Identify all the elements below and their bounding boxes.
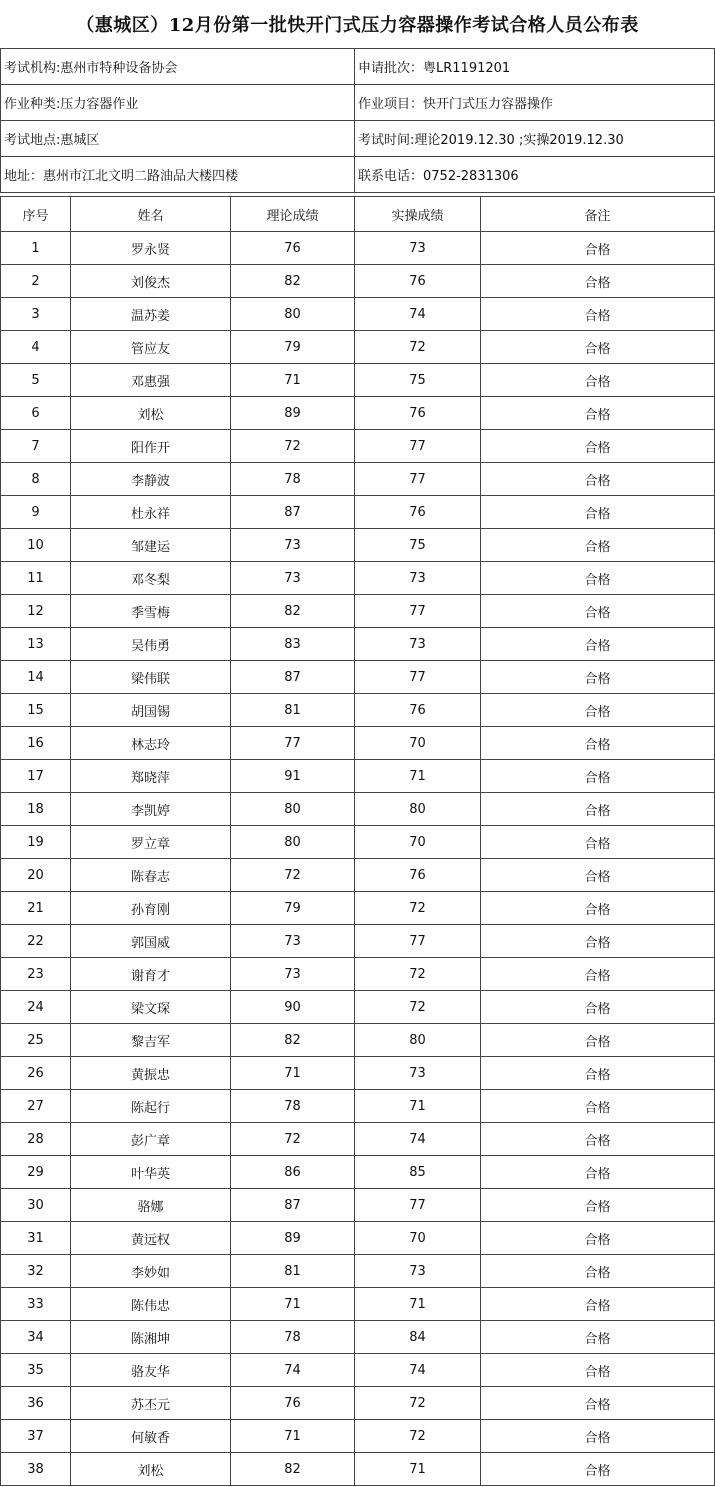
cell-remark: 合格 [481, 859, 715, 892]
table-row [1, 1156, 715, 1189]
cell-practical-score: 71 [355, 1453, 481, 1486]
cell-name: 黄振忠 [71, 1057, 231, 1090]
cell-index: 29 [1, 1156, 71, 1189]
cell-index: 4 [1, 331, 71, 364]
cell-name: 谢育才 [71, 958, 231, 991]
cell-remark: 合格 [481, 958, 715, 991]
cell-name: 梁伟联 [71, 661, 231, 694]
cell-practical-score: 77 [355, 1189, 481, 1222]
cell-practical-score: 73 [355, 232, 481, 265]
table-row [1, 760, 715, 793]
cell-theory-score: 83 [231, 628, 355, 661]
cell-remark: 合格 [481, 1156, 715, 1189]
cell-index: 7 [1, 430, 71, 463]
cell-remark: 合格 [481, 430, 715, 463]
cell-name: 罗立章 [71, 826, 231, 859]
cell-theory-score: 89 [231, 1222, 355, 1255]
cell-index: 34 [1, 1321, 71, 1354]
cell-remark: 合格 [481, 1354, 715, 1387]
table-row [1, 628, 715, 661]
cell-index: 15 [1, 694, 71, 727]
cell-theory-score: 87 [231, 1189, 355, 1222]
cell-name: 彭广章 [71, 1123, 231, 1156]
cell-index: 6 [1, 397, 71, 430]
table-row [1, 661, 715, 694]
cell-name: 郑晓萍 [71, 760, 231, 793]
cell-index: 30 [1, 1189, 71, 1222]
cell-index: 14 [1, 661, 71, 694]
cell-remark: 合格 [481, 562, 715, 595]
cell-index: 13 [1, 628, 71, 661]
cell-index: 3 [1, 298, 71, 331]
cell-practical-score: 72 [355, 1387, 481, 1420]
table-row [1, 529, 715, 562]
cell-name: 何敏香 [71, 1420, 231, 1453]
cell-practical-score: 80 [355, 1024, 481, 1057]
cell-remark: 合格 [481, 628, 715, 661]
cell-remark: 合格 [481, 1387, 715, 1420]
cell-name: 胡国锡 [71, 694, 231, 727]
cell-practical-score: 70 [355, 727, 481, 760]
table-row [1, 397, 715, 430]
cell-remark: 合格 [481, 826, 715, 859]
cell-index: 16 [1, 727, 71, 760]
cell-theory-score: 73 [231, 529, 355, 562]
cell-theory-score: 81 [231, 1255, 355, 1288]
cell-index: 10 [1, 529, 71, 562]
cell-name: 骆友华 [71, 1354, 231, 1387]
cell-name: 阳作开 [71, 430, 231, 463]
cell-theory-score: 80 [231, 826, 355, 859]
cell-remark: 合格 [481, 991, 715, 1024]
cell-theory-score: 71 [231, 1420, 355, 1453]
cell-theory-score: 73 [231, 925, 355, 958]
cell-remark: 合格 [481, 1123, 715, 1156]
cell-name: 陈伟忠 [71, 1288, 231, 1321]
cell-theory-score: 79 [231, 892, 355, 925]
table-row [1, 1255, 715, 1288]
cell-index: 37 [1, 1420, 71, 1453]
cell-theory-score: 78 [231, 1321, 355, 1354]
cell-remark: 合格 [481, 1024, 715, 1057]
table-row [1, 1453, 715, 1486]
cell-practical-score: 71 [355, 1288, 481, 1321]
cell-index: 32 [1, 1255, 71, 1288]
cell-practical-score: 84 [355, 1321, 481, 1354]
cell-remark: 合格 [481, 925, 715, 958]
cell-remark: 合格 [481, 463, 715, 496]
cell-name: 刘松 [71, 397, 231, 430]
cell-practical-score: 77 [355, 463, 481, 496]
cell-index: 5 [1, 364, 71, 397]
cell-practical-score: 71 [355, 760, 481, 793]
cell-theory-score: 76 [231, 1387, 355, 1420]
table-row [1, 991, 715, 1024]
table-row [1, 1420, 715, 1453]
cell-remark: 合格 [481, 760, 715, 793]
cell-index: 31 [1, 1222, 71, 1255]
cell-name: 邓冬梨 [71, 562, 231, 595]
cell-practical-score: 72 [355, 892, 481, 925]
exam-location: 考试地点:惠城区 [1, 121, 355, 157]
cell-theory-score: 90 [231, 991, 355, 1024]
cell-remark: 合格 [481, 793, 715, 826]
header-theory-score: 理论成绩 [231, 197, 355, 232]
cell-theory-score: 87 [231, 496, 355, 529]
table-row [1, 1222, 715, 1255]
cell-name: 罗永贤 [71, 232, 231, 265]
cell-remark: 合格 [481, 232, 715, 265]
table-row [1, 793, 715, 826]
table-row [1, 430, 715, 463]
info-row [1, 85, 715, 121]
cell-name: 季雪梅 [71, 595, 231, 628]
cell-practical-score: 72 [355, 991, 481, 1024]
cell-name: 陈湘坤 [71, 1321, 231, 1354]
table-row [1, 331, 715, 364]
cell-remark: 合格 [481, 1453, 715, 1486]
exam-time: 考试时间:理论2019.12.30 ;实操2019.12.30 [355, 121, 715, 157]
cell-index: 20 [1, 859, 71, 892]
table-row [1, 1387, 715, 1420]
cell-remark: 合格 [481, 1420, 715, 1453]
table-row [1, 727, 715, 760]
cell-index: 1 [1, 232, 71, 265]
cell-practical-score: 77 [355, 661, 481, 694]
application-batch: 申请批次：粤LR1191201 [355, 49, 715, 85]
table-row [1, 232, 715, 265]
cell-name: 吴伟勇 [71, 628, 231, 661]
cell-practical-score: 74 [355, 1123, 481, 1156]
cell-index: 9 [1, 496, 71, 529]
cell-remark: 合格 [481, 1222, 715, 1255]
cell-practical-score: 75 [355, 529, 481, 562]
cell-remark: 合格 [481, 661, 715, 694]
cell-theory-score: 77 [231, 727, 355, 760]
header-index: 序号 [1, 197, 71, 232]
cell-remark: 合格 [481, 694, 715, 727]
cell-name: 苏丕元 [71, 1387, 231, 1420]
table-row [1, 826, 715, 859]
cell-name: 温苏姜 [71, 298, 231, 331]
cell-theory-score: 80 [231, 793, 355, 826]
cell-theory-score: 71 [231, 1288, 355, 1321]
cell-remark: 合格 [481, 364, 715, 397]
cell-practical-score: 73 [355, 628, 481, 661]
cell-practical-score: 77 [355, 595, 481, 628]
cell-index: 27 [1, 1090, 71, 1123]
exam-info-table [0, 48, 715, 193]
cell-theory-score: 81 [231, 694, 355, 727]
cell-index: 2 [1, 265, 71, 298]
cell-index: 17 [1, 760, 71, 793]
cell-theory-score: 87 [231, 661, 355, 694]
cell-theory-score: 82 [231, 1024, 355, 1057]
table-row [1, 364, 715, 397]
cell-remark: 合格 [481, 529, 715, 562]
cell-remark: 合格 [481, 1321, 715, 1354]
cell-name: 杜永祥 [71, 496, 231, 529]
table-row [1, 1123, 715, 1156]
cell-index: 18 [1, 793, 71, 826]
cell-index: 11 [1, 562, 71, 595]
cell-index: 38 [1, 1453, 71, 1486]
cell-index: 33 [1, 1288, 71, 1321]
cell-theory-score: 89 [231, 397, 355, 430]
results-body [1, 232, 715, 1486]
table-row [1, 694, 715, 727]
work-type: 作业种类:压力容器作业 [1, 85, 355, 121]
cell-remark: 合格 [481, 496, 715, 529]
table-row [1, 496, 715, 529]
cell-theory-score: 86 [231, 1156, 355, 1189]
cell-practical-score: 74 [355, 298, 481, 331]
cell-name: 黎吉军 [71, 1024, 231, 1057]
cell-remark: 合格 [481, 331, 715, 364]
cell-name: 刘俊杰 [71, 265, 231, 298]
table-row [1, 562, 715, 595]
work-item: 作业项目：快开门式压力容器操作 [355, 85, 715, 121]
cell-practical-score: 85 [355, 1156, 481, 1189]
cell-theory-score: 73 [231, 562, 355, 595]
cell-name: 管应友 [71, 331, 231, 364]
table-row [1, 1189, 715, 1222]
info-row [1, 49, 715, 85]
cell-theory-score: 74 [231, 1354, 355, 1387]
cell-practical-score: 72 [355, 958, 481, 991]
exam-organization: 考试机构:惠州市特种设备协会 [1, 49, 355, 85]
header-practical-score: 实操成绩 [355, 197, 481, 232]
cell-name: 梁文琛 [71, 991, 231, 1024]
cell-practical-score: 72 [355, 331, 481, 364]
cell-name: 孙育刚 [71, 892, 231, 925]
table-row [1, 1024, 715, 1057]
cell-remark: 合格 [481, 298, 715, 331]
cell-practical-score: 73 [355, 1057, 481, 1090]
cell-practical-score: 76 [355, 265, 481, 298]
cell-index: 21 [1, 892, 71, 925]
cell-name: 陈春志 [71, 859, 231, 892]
contact-phone: 联系电话：0752-2831306 [355, 157, 715, 193]
info-row [1, 121, 715, 157]
table-row [1, 1057, 715, 1090]
table-row [1, 859, 715, 892]
cell-theory-score: 72 [231, 1123, 355, 1156]
header-remark: 备注 [481, 197, 715, 232]
cell-index: 23 [1, 958, 71, 991]
cell-remark: 合格 [481, 397, 715, 430]
cell-index: 26 [1, 1057, 71, 1090]
table-row [1, 265, 715, 298]
cell-practical-score: 77 [355, 925, 481, 958]
header-name: 姓名 [71, 197, 231, 232]
cell-index: 12 [1, 595, 71, 628]
cell-practical-score: 70 [355, 1222, 481, 1255]
cell-name: 李妙如 [71, 1255, 231, 1288]
results-table [0, 196, 715, 1486]
table-row [1, 925, 715, 958]
table-header-row [1, 197, 715, 232]
cell-remark: 合格 [481, 1057, 715, 1090]
cell-index: 35 [1, 1354, 71, 1387]
cell-index: 25 [1, 1024, 71, 1057]
cell-index: 22 [1, 925, 71, 958]
cell-name: 郭国威 [71, 925, 231, 958]
cell-remark: 合格 [481, 595, 715, 628]
table-row [1, 298, 715, 331]
cell-practical-score: 73 [355, 1255, 481, 1288]
cell-name: 叶华英 [71, 1156, 231, 1189]
cell-practical-score: 80 [355, 793, 481, 826]
cell-remark: 合格 [481, 1255, 715, 1288]
cell-name: 李凯婷 [71, 793, 231, 826]
cell-name: 陈起行 [71, 1090, 231, 1123]
cell-theory-score: 78 [231, 1090, 355, 1123]
cell-theory-score: 82 [231, 265, 355, 298]
cell-practical-score: 75 [355, 364, 481, 397]
cell-theory-score: 82 [231, 1453, 355, 1486]
cell-practical-score: 70 [355, 826, 481, 859]
cell-name: 骆娜 [71, 1189, 231, 1222]
cell-practical-score: 76 [355, 397, 481, 430]
table-row [1, 595, 715, 628]
cell-practical-score: 77 [355, 430, 481, 463]
cell-remark: 合格 [481, 892, 715, 925]
cell-practical-score: 76 [355, 859, 481, 892]
cell-index: 19 [1, 826, 71, 859]
cell-remark: 合格 [481, 727, 715, 760]
cell-practical-score: 76 [355, 496, 481, 529]
table-row [1, 958, 715, 991]
address: 地址：惠州市江北文明二路油品大楼四楼 [1, 157, 355, 193]
cell-theory-score: 72 [231, 430, 355, 463]
cell-remark: 合格 [481, 1288, 715, 1321]
cell-theory-score: 80 [231, 298, 355, 331]
table-row [1, 463, 715, 496]
table-row [1, 1288, 715, 1321]
cell-index: 36 [1, 1387, 71, 1420]
table-row [1, 1354, 715, 1387]
page-title: （惠城区）12月份第一批快开门式压力容器操作考试合格人员公布表 [76, 15, 639, 36]
cell-practical-score: 73 [355, 562, 481, 595]
table-row [1, 1090, 715, 1123]
cell-remark: 合格 [481, 265, 715, 298]
cell-name: 李静波 [71, 463, 231, 496]
info-row [1, 157, 715, 193]
cell-index: 24 [1, 991, 71, 1024]
cell-practical-score: 76 [355, 694, 481, 727]
cell-theory-score: 72 [231, 859, 355, 892]
cell-name: 邹建运 [71, 529, 231, 562]
cell-index: 8 [1, 463, 71, 496]
cell-practical-score: 72 [355, 1420, 481, 1453]
cell-theory-score: 76 [231, 232, 355, 265]
cell-theory-score: 82 [231, 595, 355, 628]
cell-theory-score: 71 [231, 364, 355, 397]
table-row [1, 1321, 715, 1354]
cell-index: 28 [1, 1123, 71, 1156]
cell-remark: 合格 [481, 1189, 715, 1222]
cell-remark: 合格 [481, 1090, 715, 1123]
cell-theory-score: 91 [231, 760, 355, 793]
cell-practical-score: 74 [355, 1354, 481, 1387]
cell-name: 邓惠强 [71, 364, 231, 397]
table-row [1, 892, 715, 925]
cell-practical-score: 71 [355, 1090, 481, 1123]
cell-name: 林志玲 [71, 727, 231, 760]
cell-name: 刘松 [71, 1453, 231, 1486]
cell-theory-score: 71 [231, 1057, 355, 1090]
cell-theory-score: 73 [231, 958, 355, 991]
cell-name: 黄远权 [71, 1222, 231, 1255]
cell-theory-score: 78 [231, 463, 355, 496]
cell-theory-score: 79 [231, 331, 355, 364]
